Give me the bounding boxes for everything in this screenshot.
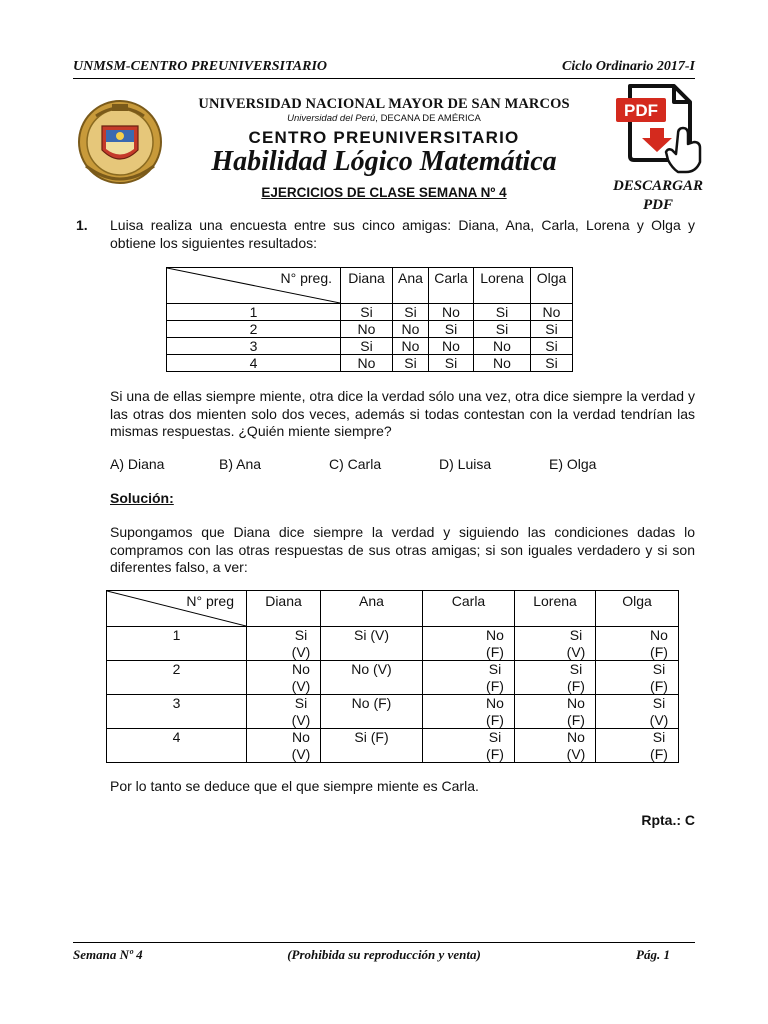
cell-olga bbox=[596, 661, 679, 695]
question-number: 1. bbox=[76, 217, 88, 233]
verdict: (F) bbox=[650, 643, 668, 660]
cell-olga bbox=[596, 695, 679, 729]
cell-lorena bbox=[515, 695, 596, 729]
answer: Si bbox=[488, 729, 502, 745]
answer: No bbox=[650, 627, 668, 643]
verdict: (F) bbox=[486, 643, 504, 660]
answer: Si bbox=[294, 627, 308, 643]
cell-olga bbox=[596, 729, 679, 763]
cell: No bbox=[341, 321, 393, 338]
cell: No bbox=[429, 304, 474, 321]
verdict: (V) bbox=[291, 643, 311, 660]
answer: No bbox=[292, 729, 310, 745]
corner-label: N° preg bbox=[186, 593, 234, 609]
solution-text: Supongamos que Diana dice siempre la verdad y siguiendo las condiciones dadas lo compramos con las otras respuestas de sus otras amigas; si son iguales verdadero y si son diferentes falso, a ver: bbox=[110, 524, 695, 575]
cell: No bbox=[393, 321, 429, 338]
header-rule bbox=[73, 78, 695, 79]
verdict: (V) bbox=[566, 643, 586, 660]
row-number: 2 bbox=[107, 661, 247, 695]
running-header-right: Ciclo Ordinario 2017-I bbox=[561, 59, 695, 74]
table-row bbox=[107, 729, 679, 763]
answer-label: Rpta.: C bbox=[641, 812, 695, 828]
cell-lorena bbox=[515, 661, 596, 695]
table-row bbox=[167, 304, 573, 321]
university-subtitle-italic: Universidad del Perú bbox=[287, 113, 376, 124]
cell-olga bbox=[596, 627, 679, 661]
cell: Si bbox=[531, 355, 573, 372]
question-body: Si una de ellas siempre miente, otra dice la verdad sólo una vez, otra dice siempre la verdad y las otras dos mienten solo dos veces, además si todas contestan con la verdad tendrían las mismas respuestas. ¿Quién miente siempre? bbox=[110, 388, 695, 439]
survey-table-corner bbox=[167, 268, 341, 304]
course-title: Habilidad Lógico Matemática bbox=[211, 146, 557, 177]
verdict: (F) bbox=[567, 711, 585, 728]
verdict: (V) bbox=[649, 711, 669, 728]
week-title: EJERCICIOS DE CLASE SEMANA Nº 4 bbox=[261, 185, 507, 200]
answer: No bbox=[567, 729, 585, 745]
verdict: (V) bbox=[291, 677, 311, 694]
footer-page: Pág. 1 bbox=[636, 947, 670, 962]
col-header: Olga bbox=[596, 591, 679, 627]
cell-carla bbox=[423, 729, 515, 763]
cell: Si bbox=[393, 304, 429, 321]
col-header: Diana bbox=[341, 268, 393, 304]
cell-diana bbox=[247, 695, 321, 729]
question-intro: Luisa realiza una encuesta entre sus cinco amigas: Diana, Ana, Carla, Lorena y Olga y obtiene los siguientes resultados: bbox=[110, 217, 695, 251]
cell: No bbox=[474, 338, 531, 355]
cell: Si bbox=[341, 338, 393, 355]
row-number: 1 bbox=[107, 627, 247, 661]
row-number: 3 bbox=[167, 338, 341, 355]
option-a: A) Diana bbox=[110, 456, 165, 472]
verdict: (F) bbox=[650, 677, 668, 694]
footer-rule bbox=[73, 942, 695, 943]
verdict: (V) bbox=[566, 745, 586, 762]
col-header: Ana bbox=[393, 268, 429, 304]
option-c: C) Carla bbox=[329, 456, 382, 472]
cell-ana: No (F) bbox=[321, 695, 423, 729]
row-number: 4 bbox=[167, 355, 341, 372]
col-header: Carla bbox=[429, 268, 474, 304]
corner-label: N° preg. bbox=[280, 270, 332, 286]
table-row bbox=[107, 627, 679, 661]
answer: No bbox=[567, 695, 585, 711]
cell-lorena bbox=[515, 627, 596, 661]
answer: Si bbox=[569, 627, 583, 643]
verdict: (V) bbox=[291, 745, 311, 762]
answer: Si bbox=[652, 661, 666, 677]
answer: Si bbox=[488, 661, 502, 677]
answer: No bbox=[292, 661, 310, 677]
solution-table bbox=[106, 590, 679, 763]
col-header: Olga bbox=[531, 268, 573, 304]
cell: No bbox=[474, 355, 531, 372]
verdict: (F) bbox=[486, 745, 504, 762]
verdict: (F) bbox=[650, 745, 668, 762]
cell: No bbox=[341, 355, 393, 372]
solution-table-corner bbox=[107, 591, 247, 627]
answer: Si bbox=[294, 695, 308, 711]
cell-carla bbox=[423, 695, 515, 729]
row-number: 3 bbox=[107, 695, 247, 729]
footer-week: Semana Nº 4 bbox=[73, 947, 143, 962]
table-row bbox=[167, 338, 573, 355]
table-row bbox=[167, 355, 573, 372]
cell-ana: Si (V) bbox=[321, 627, 423, 661]
center-title: CENTRO PREUNIVERSITARIO bbox=[248, 128, 520, 147]
verdict: (F) bbox=[567, 677, 585, 694]
cell: No bbox=[393, 338, 429, 355]
cell-ana: Si (F) bbox=[321, 729, 423, 763]
answer: Si bbox=[652, 695, 666, 711]
option-e: E) Olga bbox=[549, 456, 597, 472]
col-header: Diana bbox=[247, 591, 321, 627]
download-line-1: DESCARGAR bbox=[612, 178, 704, 194]
answer: No bbox=[486, 695, 504, 711]
cell: Si bbox=[474, 304, 531, 321]
option-d: D) Luisa bbox=[439, 456, 492, 472]
table-row bbox=[107, 661, 679, 695]
pdf-icon-label: PDF bbox=[624, 101, 658, 120]
verdict: (F) bbox=[486, 711, 504, 728]
cell-ana: No (V) bbox=[321, 661, 423, 695]
col-header: Lorena bbox=[515, 591, 596, 627]
running-header-left: UNMSM-CENTRO PREUNIVERSITARIO bbox=[73, 59, 328, 74]
download-pdf-link[interactable] bbox=[598, 177, 718, 215]
option-b: B) Ana bbox=[219, 456, 262, 472]
cell: Si bbox=[531, 338, 573, 355]
cell-diana bbox=[247, 729, 321, 763]
cell: Si bbox=[429, 321, 474, 338]
university-name: UNIVERSIDAD NACIONAL MAYOR DE SAN MARCOS bbox=[198, 96, 570, 112]
cell: Si bbox=[341, 304, 393, 321]
cell-carla bbox=[423, 661, 515, 695]
row-number: 2 bbox=[167, 321, 341, 338]
cell: Si bbox=[393, 355, 429, 372]
row-number: 1 bbox=[167, 304, 341, 321]
table-row bbox=[107, 695, 679, 729]
cell-diana bbox=[247, 627, 321, 661]
university-subtitle-rest: , DECANA DE AMÉRICA bbox=[375, 113, 481, 124]
answer: No bbox=[486, 627, 504, 643]
cell-lorena bbox=[515, 729, 596, 763]
row-number: 4 bbox=[107, 729, 247, 763]
cell: Si bbox=[531, 321, 573, 338]
answer: Si bbox=[652, 729, 666, 745]
cell: No bbox=[429, 338, 474, 355]
answer: Si bbox=[569, 661, 583, 677]
verdict: (V) bbox=[291, 711, 311, 728]
pdf-download-icon[interactable] bbox=[612, 82, 712, 174]
cell: Si bbox=[429, 355, 474, 372]
conclusion-text: Por lo tanto se deduce que el que siempre miente es Carla. bbox=[110, 778, 479, 794]
table-row bbox=[167, 321, 573, 338]
solution-title: Solución: bbox=[110, 490, 174, 506]
col-header: Carla bbox=[423, 591, 515, 627]
download-line-2: PDF bbox=[643, 197, 673, 213]
verdict: (F) bbox=[486, 677, 504, 694]
cell-carla bbox=[423, 627, 515, 661]
footer-notice: (Prohibida su reproducción y venta) bbox=[287, 947, 481, 962]
cell-diana bbox=[247, 661, 321, 695]
cell: No bbox=[531, 304, 573, 321]
col-header: Lorena bbox=[474, 268, 531, 304]
cell: Si bbox=[474, 321, 531, 338]
survey-table bbox=[166, 267, 573, 372]
col-header: Ana bbox=[321, 591, 423, 627]
